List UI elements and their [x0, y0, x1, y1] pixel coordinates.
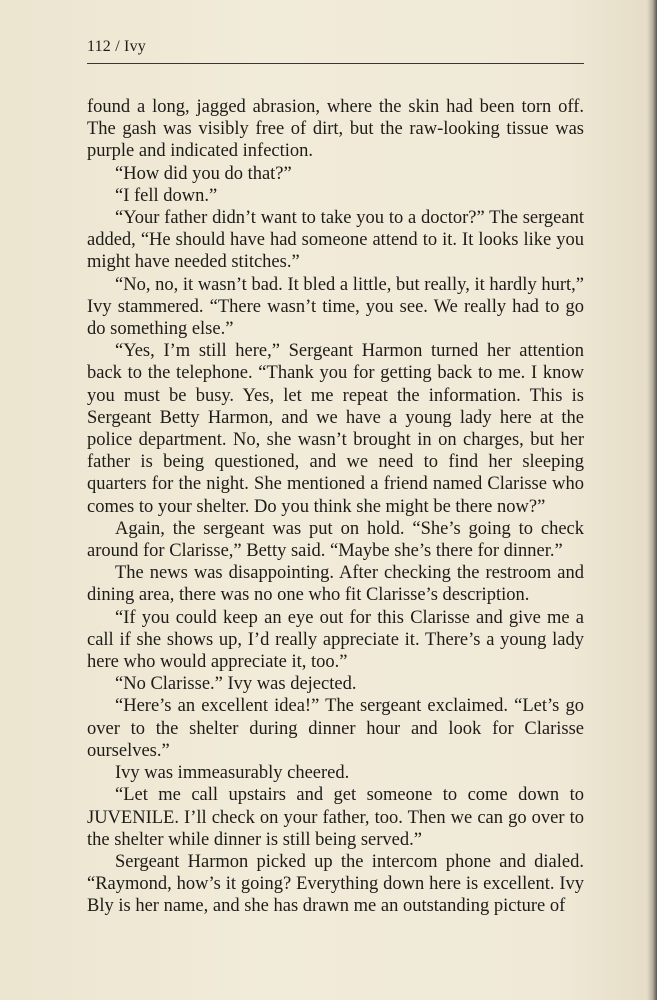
- paragraph: “Yes, I’m still here,” Sergeant Harmon turned her attention back to the telephone. “Thank you for getting back to me. I know you must be busy. Yes, let me repeat the information. This is Sergeant Betty Harmon, and we have a young lady here at the police department. No, she wasn’t brought in on charges, but her father is being questioned, and we need to find her sleeping quarters for the night. She mentioned a friend named Clarisse who comes to your shelter. Do you think she might be there now?”: [87, 341, 584, 517]
- page-edge-shadow: [647, 0, 657, 1000]
- page-header: [87, 35, 584, 65]
- paragraph: “Let me call upstairs and get someone to come down to JUVENILE. I’ll check on your father, too. Then we can go over to the shelter while dinner is still being served.”: [87, 785, 584, 850]
- paragraph: “No Clarisse.” Ivy was dejected.: [115, 674, 357, 695]
- paragraph: “If you could keep an eye out for this Clarisse and give me a call if she shows up, I’d really appreciate it. There’s a young lady here who would appreciate it, too.”: [87, 607, 584, 673]
- paragraph: “I fell down.”: [115, 185, 218, 206]
- paragraph: “No, no, it wasn’t bad. It bled a little, but really, it hardly hurt,” Ivy stammered. “There wasn’t time, you see. We really had to go do something else.”: [87, 274, 584, 340]
- paragraph: Sergeant Harmon picked up the intercom phone and dialed. “Raymond, how’s it going? Everything down here is excellent. Ivy Bly is her name, and she has drawn me an outstanding picture of: [87, 851, 584, 917]
- paragraph: “Your father didn’t want to take you to a doctor?” The sergeant added, “He should have had someone attend to it. It looks like you might have needed stitches.”: [87, 208, 584, 273]
- paragraph: “Here’s an excellent idea!” The sergeant exclaimed. “Let’s go over to the shelter during dinner hour and look for Clarisse ourselves.”: [87, 696, 584, 761]
- paragraph: The news was disappointing. After checking the restroom and dining area, there was no one who fit Clarisse’s description.: [87, 563, 584, 606]
- paragraph: “How did you do that?”: [115, 163, 292, 184]
- body-text: [87, 96, 584, 918]
- running-head: 112 / Ivy: [87, 38, 146, 55]
- header-rule: [87, 63, 584, 64]
- paragraph: Ivy was immeasurably cheered.: [115, 763, 350, 784]
- paragraph: Again, the sergeant was put on hold. “She’s going to check around for Clarisse,” Betty said. “Maybe she’s there for dinner.”: [87, 518, 584, 562]
- paragraph: found a long, jagged abrasion, where the skin had been torn off. The gash was visibly free of dirt, but the raw-looking tissue was purple and indicated infection.: [87, 97, 584, 162]
